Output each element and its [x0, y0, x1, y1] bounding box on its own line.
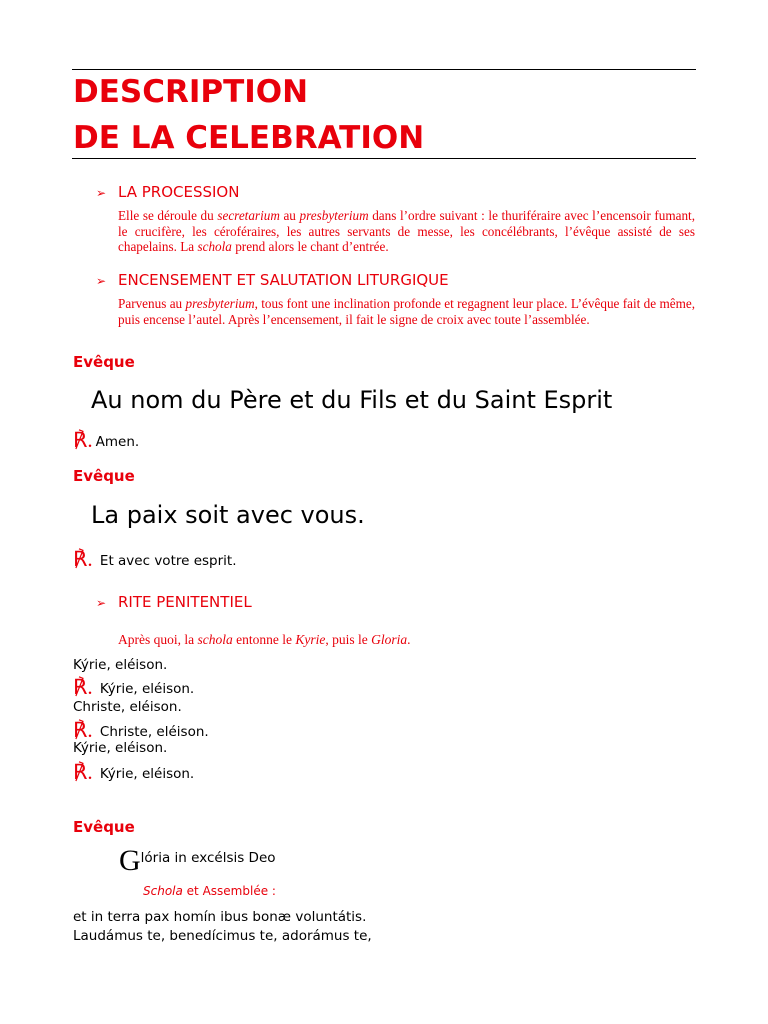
response-symbol: ℟.: [73, 718, 93, 742]
peace-text: La paix soit avec vous.: [91, 501, 365, 529]
christe-response: ℟. Christe, eléison.: [73, 718, 209, 742]
document-title-line1: DESCRIPTION: [73, 74, 309, 110]
kyrie-response-3: ℟. Kýrie, eléison.: [73, 760, 195, 784]
role-label-eveque: Evêque: [73, 467, 135, 485]
response-symbol: ℟.: [73, 760, 93, 784]
section-heading-procession: ➢ LA PROCESSION: [96, 183, 240, 201]
top-rule: [72, 69, 696, 70]
kyrie-line-1: Kýrie, eléison.: [73, 657, 168, 673]
penitentiel-instruction: Après quoi, la schola entonne le Kyrie, puis le Gloria.: [118, 632, 411, 647]
arrow-bullet-icon: ➢: [96, 596, 107, 610]
gloria-incipit: Glória in excélsis Deo: [119, 844, 276, 877]
encensement-paragraph: Parvenus au presbyterium, tous font une inclination profonde et regagnent leur place. L’évêque fait de même, puis encense l’autel. Après l’encensement, il fait le signe de croix avec toute l’assemblée.: [118, 296, 695, 327]
response-symbol: ℟.: [73, 547, 93, 571]
response-symbol: ℟.: [73, 675, 93, 699]
title-bottom-rule: [72, 158, 696, 159]
kyrie-line-3: Kýrie, eléison.: [73, 740, 168, 756]
response-amen: ℟. Amen.: [73, 428, 140, 452]
arrow-bullet-icon: ➢: [96, 274, 107, 288]
section-heading-penitentiel: ➢ RITE PENITENTIEL: [96, 593, 252, 611]
greeting-text: Au nom du Père et du Fils et du Saint Esprit: [91, 386, 613, 414]
arrow-bullet-icon: ➢: [96, 186, 107, 200]
drop-cap: G: [119, 844, 141, 877]
gloria-line-2: Laudámus te, benedícimus te, adorámus te,: [73, 928, 372, 944]
schola-label: Schola et Assemblée :: [143, 884, 276, 898]
procession-paragraph: Elle se déroule du secretarium au presbyterium dans l’ordre suivant : le thuriféraire avec l’encensoir fumant, le crucifère, les céroféraires, les autres servants de messe, les concélébrants, l’évêque assisté de ses chapelains. La schola prend alors le chant d’entrée.: [118, 208, 695, 254]
response-peace: ℟. Et avec votre esprit.: [73, 547, 237, 571]
role-label-eveque: Evêque: [73, 353, 135, 371]
section-heading-encensement: ➢ ENCENSEMENT ET SALUTATION LITURGIQUE: [96, 271, 449, 289]
role-label-eveque: Evêque: [73, 818, 135, 836]
gloria-line-1: et in terra pax homín ibus bonæ voluntátis.: [73, 909, 367, 925]
document-title-line2: DE LA CELEBRATION: [73, 120, 425, 156]
christe-line: Christe, eléison.: [73, 699, 182, 715]
kyrie-response-1: ℟. Kýrie, eléison.: [73, 675, 195, 699]
response-symbol: ℟.: [73, 428, 93, 452]
